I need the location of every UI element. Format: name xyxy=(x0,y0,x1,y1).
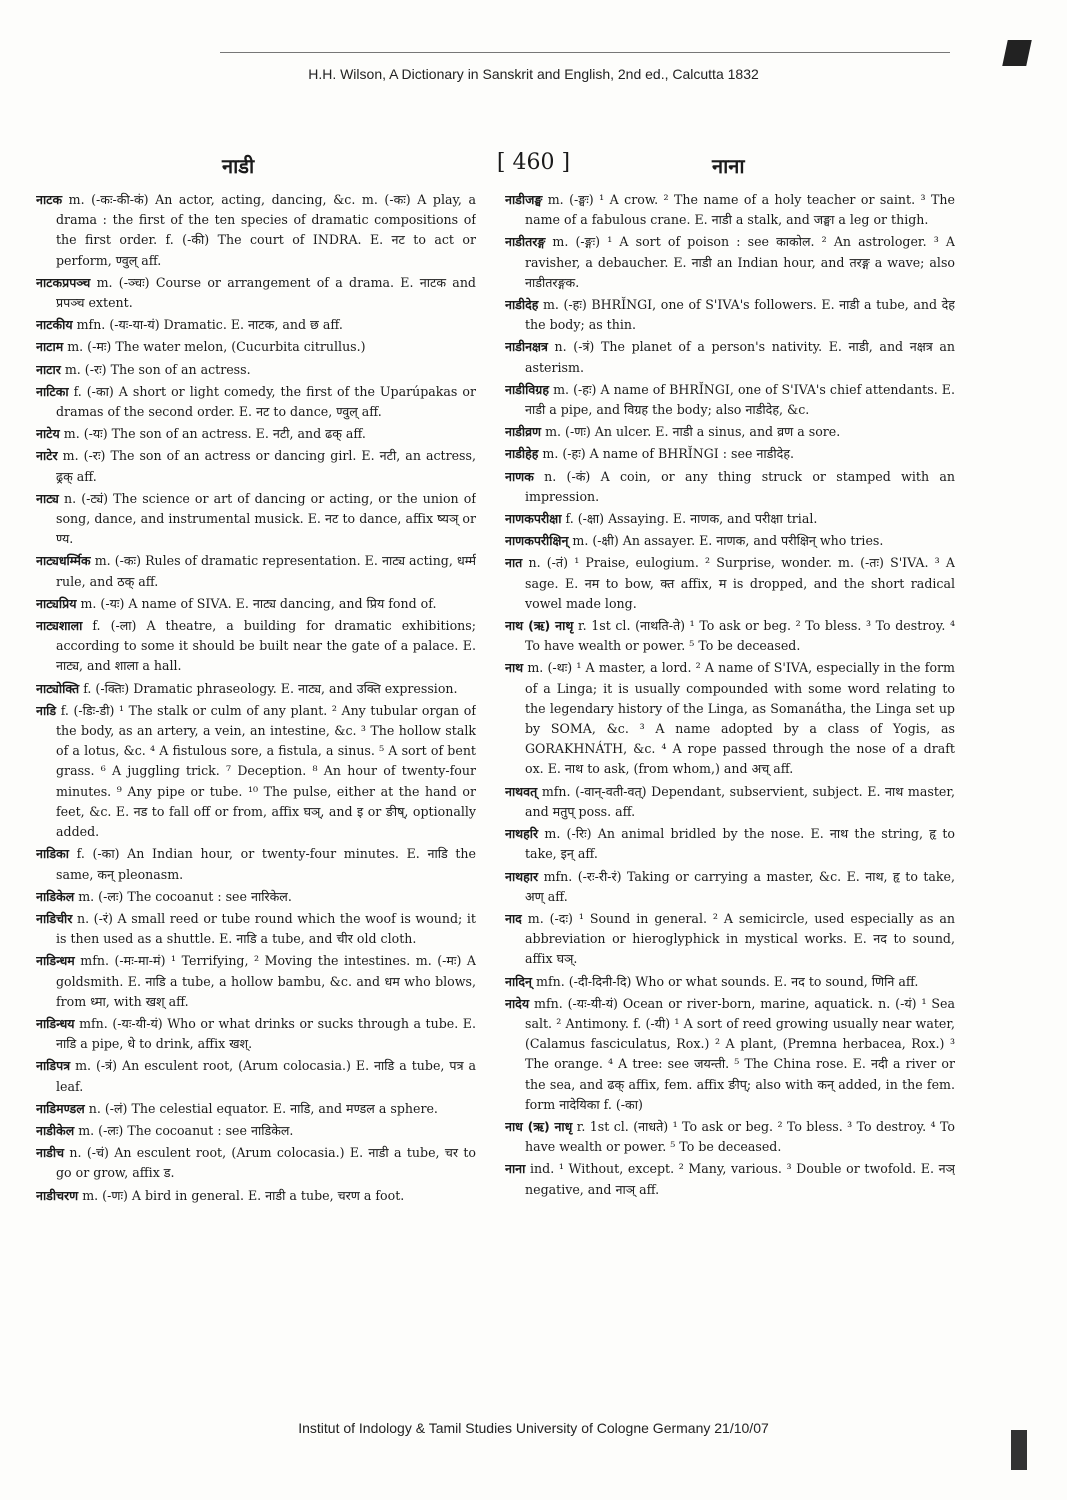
entry-definition: m. (-मः) The water melon, (Cucurbita citrullus.) xyxy=(67,339,366,355)
dictionary-entry xyxy=(36,616,476,677)
running-head xyxy=(0,152,1067,180)
entry-headword: नाणकपरीक्षिन् xyxy=(505,533,569,549)
entry-headword: नाडीच xyxy=(36,1145,65,1161)
dictionary-entry xyxy=(505,380,955,420)
entry-definition: n. (-कं) A coin, or any thing struck or stamped with an impression. xyxy=(525,468,955,504)
dictionary-entry xyxy=(505,553,955,614)
dictionary-entry xyxy=(505,972,955,992)
dictionary-entry xyxy=(36,1186,476,1206)
dictionary-entry xyxy=(505,422,955,442)
entry-headword: नाडिन्धम xyxy=(36,953,75,969)
dictionary-entry xyxy=(36,844,476,884)
entry-definition: m. (-रः) The son of an actress. xyxy=(64,361,251,377)
dictionary-entry xyxy=(36,446,476,486)
entry-definition: n. (-चं) An esculent root, (Arum colocasia.) E. नाडी a tube, चर to go or grow, affix ड. xyxy=(56,1145,476,1181)
dictionary-entry xyxy=(36,594,476,614)
dictionary-entry xyxy=(36,190,476,271)
dictionary-entry xyxy=(505,509,955,529)
entry-headword: नाणकपरीक्षा xyxy=(505,511,562,527)
entry-headword: नाडिकेल xyxy=(36,888,75,904)
dictionary-entry xyxy=(505,295,955,335)
entry-definition: mfn. (-रः-री-रं) Taking or carrying a master, &c. E. नाथ, हृ to take, अण् aff. xyxy=(525,868,955,904)
entry-headword: नाट्य xyxy=(36,490,59,506)
entry-headword: नाडिमण्डल xyxy=(36,1100,85,1116)
dictionary-entry xyxy=(505,994,955,1115)
dictionary-entry xyxy=(36,1056,476,1096)
entry-definition: n. (-तं) ¹ Praise, eulogium. ² Surprise, wonder. m. (-तः) S'IVA. ³ A sage. E. नम to bow, क्त affix, म is dropped, and the short radical vowel made long. xyxy=(525,555,955,611)
entry-definition: mfn. (-वान्-वती-वत्) Dependant, subservient, subject. E. नाथ master, and मतुप् poss. aff. xyxy=(525,783,955,819)
dictionary-entry xyxy=(36,887,476,907)
entry-definition: m. (-ङ्गः) ¹ A sort of poison : see काकोल. ² An astrologer. ³ A ravisher, a debaucher. E. नाडी an Indian hour, and तरङ्ग a wave; also नाडीतरङ्गक. xyxy=(525,234,955,290)
entry-headword: नाडीदेह xyxy=(505,297,539,313)
dictionary-entry xyxy=(36,951,476,1012)
scan-artifact-edge xyxy=(1011,1430,1027,1470)
dictionary-entry xyxy=(505,1159,955,1199)
entry-definition: m. (-लः) The cocoanut : see नाडिकेल. xyxy=(78,1122,294,1138)
dictionary-entry xyxy=(36,1099,476,1119)
scan-artifact-line xyxy=(220,52,950,53)
entry-headword: नाना xyxy=(505,1161,526,1177)
entry-headword: नाडिन्धय xyxy=(36,1015,75,1031)
entry-definition: n. (-रं) A small reed or tube round which the woof is wound; it is then used as a shuttle. E. नाडि a tube, and चीर old cloth. xyxy=(56,910,476,947)
entry-headword: नाडीचरण xyxy=(36,1187,79,1203)
entry-headword: नाटार xyxy=(36,361,61,377)
entry-definition: m. (-थः) ¹ A master, a lord. ² A name of S'IVA, especially in the form of a Linga; it is usually compounded with some word relating to the legendary history of the Linga, as Somanátha, the Linga set up by SOMA, &c. ³ A name adopted by a class of Yogis, as GORAKHNÁTH, &c. ⁴ A rope passed through the nose of a draft ox. E. नाथ to ask, (from whom,) and अच् aff. xyxy=(525,660,955,777)
dictionary-entry xyxy=(36,1014,476,1054)
entry-headword: नाट्यशाला xyxy=(36,618,83,634)
entry-definition: m. (-हः) A name of BHRĬNGI : see नाडीदेह. xyxy=(542,446,795,462)
entry-definition: mfn. (-यः-यी-यं) Ocean or river-born, marine, aquatick. n. (-यं) ¹ Sea salt. ² Antimony. f. (-यी) ¹ A sort of reed growing usually near water, (Calamus fasciculatus, Rox.) ² A plant, (Premna herbacea, Rox.) ³ The orange. ⁴ A tree: see जयन्ती. ⁵ The China rose. E. नदी a river or the sea, and ढक् affix, fem. affix ङीप्; also with कन् added, in the fem. form नादेयिका f. (-का) xyxy=(525,995,955,1112)
entry-headword: नाडिचीर xyxy=(36,910,73,926)
entry-definition: mfn. (-दी-दिनी-दि) Who or what sounds. E. नद to sound, णिनि aff. xyxy=(536,973,919,989)
dictionary-entry xyxy=(505,531,955,551)
dictionary-entry xyxy=(505,467,955,507)
source-header: H.H. Wilson, A Dictionary in Sanskrit and English, 2nd ed., Calcutta 1832 xyxy=(308,66,759,82)
entry-definition: m. (-ङ्घः) ¹ A crow. ² The name of a holy teacher or saint. ³ The name of a fabulous crane. E. नाडी a stalk, and जङ्घा a leg or thigh. xyxy=(525,192,955,228)
entry-definition: m. (-णः) An ulcer. E. नाडी a sinus, and व्रण a sore. xyxy=(545,424,841,440)
entry-definition: f. (-क्तिः) Dramatic phraseology. E. नाट्य, and उक्ति expression. xyxy=(83,680,458,696)
dictionary-entry xyxy=(505,658,955,779)
entry-headword: नाथ xyxy=(505,660,524,676)
dictionary-entry xyxy=(505,782,955,822)
entry-headword: नाथवत् xyxy=(505,783,538,799)
entry-headword: नाडीतरङ्ग xyxy=(505,234,546,250)
entry-headword: नाडीकेल xyxy=(36,1122,75,1138)
dictionary-entry xyxy=(36,489,476,550)
dictionary-entry xyxy=(505,190,955,230)
entry-definition: m. (-यः) A name of SIVA. E. नाट्य dancing, and प्रिय fond of. xyxy=(80,595,437,611)
entry-headword: नाटेर xyxy=(36,448,58,464)
entry-definition: mfn. (-मः-मा-मं) ¹ Terrifying, ² Moving the intestines. m. (-मः) A goldsmith. E. नाडि a tube, a hollow bambu, &c. and धम who blows, from ध्मा, with खश् aff. xyxy=(56,953,476,1009)
entry-definition: m. (-त्रं) An esculent root, (Arum colocasia.) E. नाडि a tube, पत्र a leaf. xyxy=(56,1058,476,1094)
entry-definition: f. (-ला) A theatre, a building for dramatic exhibitions; according to some it should be built near the gate of a palace. E. नाट्य, and शाला a hall. xyxy=(56,618,476,674)
entry-headword: नाटकप्रपञ्च xyxy=(36,274,91,290)
entry-definition: f. (-डिः-डी) ¹ The stalk or culm of any plant. ² Any tubular organ of the body, as an artery, a vein, an intestine, &c. ³ The hollow stalk of a lotus, &c. ⁴ A fistulous sore, a fistula, a sinus. ⁵ A sort of bent grass. ⁶ A juggling trick. ⁷ Deception. ⁸ An hour of twenty-four minutes. ⁹ Any pipe or tube. ¹⁰ The pulse, either at the hand or feet, &c. E. नड to fall off or from, affix घञ्, and इ or ङीष्, optionally added. xyxy=(56,702,476,840)
entry-headword: नाटेय xyxy=(36,426,60,442)
entry-headword: नाद xyxy=(505,910,522,926)
entry-headword: नाटकीय xyxy=(36,317,73,333)
left-column xyxy=(36,190,476,1405)
entry-definition: m. (-हः) BHRĬNGI, one of S'IVA's followers. E. नाडी a tube, and देह the body; as thin. xyxy=(525,297,955,333)
dictionary-entry xyxy=(36,1121,476,1141)
right-column xyxy=(505,190,955,1405)
entry-definition: m. (-रिः) An animal bridled by the nose. E. नाथ the string, हृ to take, इन् aff. xyxy=(525,826,955,862)
page-number: [ 460 ] xyxy=(496,150,571,175)
entry-headword: नाथ (ऋ) नाथृ xyxy=(505,618,574,634)
dictionary-entry xyxy=(505,1117,955,1157)
dictionary-entry xyxy=(36,424,476,444)
dictionary-entry xyxy=(505,232,955,293)
entry-definition: r. 1st cl. (नाधते) ¹ To ask or beg. ² To bless. ³ To destroy. ⁴ To have wealth or power. ⁵ To be deceased. xyxy=(525,1118,955,1155)
dictionary-entry xyxy=(36,273,476,313)
entry-headword: नाडीव्रण xyxy=(505,424,542,440)
entry-headword: नाट्यधर्म्मिक xyxy=(36,553,91,569)
dictionary-entry xyxy=(36,360,476,380)
entry-definition: n. (-लं) The celestial equator. E. नाडि, and मण्डल a sphere. xyxy=(88,1100,438,1116)
entry-headword: नाट्यप्रिय xyxy=(36,595,77,611)
entry-definition: f. (-का) An Indian hour, or twenty-four minutes. E. नाडि the same, कन् pleonasm. xyxy=(56,846,476,882)
entry-definition: m. (-णः) A bird in general. E. नाडी a tube, चरण a foot. xyxy=(82,1187,405,1203)
entry-definition: m. (-ञ्चः) Course or arrangement of a drama. E. नाटक and प्रपञ्च extent. xyxy=(56,274,476,311)
entry-headword: नाटिका xyxy=(36,383,69,399)
dictionary-entry xyxy=(505,337,955,377)
entry-headword: नाडिपत्र xyxy=(36,1058,71,1074)
dictionary-entry xyxy=(505,867,955,907)
dictionary-entry xyxy=(505,909,955,970)
entry-definition: m. (-यः) The son of an actress. E. नटी, and ढक् aff. xyxy=(63,426,366,442)
dictionary-entry xyxy=(36,551,476,591)
entry-definition: f. (-का) A short or light comedy, the first of the Uparúpakas or dramas of the second order. E. नट to dance, ण्वुल् aff. xyxy=(56,383,476,420)
dictionary-entry xyxy=(36,382,476,422)
entry-headword: नाडिका xyxy=(36,846,69,862)
entry-definition: m. (-दः) ¹ Sound in general. ² A semicircle, used especially as an abbreviation or hieroglyphick in mystical works. E. नद to sound, affix घञ्. xyxy=(525,910,955,967)
entry-headword: नाट्योक्ति xyxy=(36,680,80,696)
entry-headword: नाथहार xyxy=(505,868,539,884)
dictionary-entry xyxy=(36,1143,476,1183)
entry-headword: नाडीजङ्घ xyxy=(505,192,543,207)
dictionary-entry xyxy=(505,616,955,656)
running-head-left: नाडी xyxy=(222,154,255,178)
entry-headword: नाध (ऋ) नाधृ xyxy=(505,1118,573,1134)
entry-headword: नादेय xyxy=(505,995,530,1011)
entry-definition: mfn. (-यः-यी-यं) Who or what drinks or sucks through a tube. E. नाडि a pipe, धे to drink, affix खश्. xyxy=(56,1015,476,1052)
entry-headword: नाडीविग्रह xyxy=(505,381,549,397)
entry-headword: नाडीहेह xyxy=(505,446,539,462)
running-head-right: नाना xyxy=(712,154,745,178)
entry-definition: m. (-रः) The son of an actress or dancing girl. E. नटी, an actress, ढ्रक् aff. xyxy=(56,448,476,484)
entry-headword: नात xyxy=(505,555,523,571)
dictionary-entry xyxy=(36,701,476,842)
dictionary-entry xyxy=(36,909,476,949)
entry-headword: नाटक xyxy=(36,192,63,207)
entry-headword: नाडि xyxy=(36,702,57,718)
entry-definition: ind. ¹ Without, except. ² Many, various. ³ Double or twofold. E. नञ् negative, and नाञ् aff. xyxy=(525,1161,955,1197)
dictionary-entry xyxy=(36,315,476,335)
dictionary-entry xyxy=(505,444,955,464)
entry-definition: n. (-त्रं) The planet of a person's nativity. E. नाडी, and नक्षत्र an asterism. xyxy=(525,339,955,375)
entry-headword: नाथहरि xyxy=(505,826,539,842)
dictionary-entry xyxy=(36,679,476,699)
entry-headword: नाडीनक्षत्र xyxy=(505,339,548,355)
entry-definition: mfn. (-यः-या-यं) Dramatic. E. नाटक, and छ aff. xyxy=(76,317,343,333)
entry-definition: m. (-क्षी) An assayer. E. नाणक, and परीक्षिन् who tries. xyxy=(572,533,884,549)
entry-definition: m. (-कः-की-कं) An actor, acting, dancing, &c. m. (-कः) A play, a drama : the first of the ten species of dramatic compositions of the first order. f. (-की) The court of INDRA. E. नट to act or perform, ण्वुल् aff. xyxy=(56,192,476,268)
entry-definition: m. (-हः) A name of BHRĬNGI, one of S'IVA's chief attendants. E. नाडी a pipe, and विग्रह the body; also नाडीदेह, &c. xyxy=(525,381,955,418)
entry-definition: n. (-ट्यं) The science or art of dancing or acting, or the union of song, dance, and instrumental musick. E. नट to dance, affix ष्यञ् or ण्य. xyxy=(56,490,476,547)
dictionary-entry xyxy=(36,337,476,357)
entry-headword: नादिन् xyxy=(505,973,532,989)
entry-definition: f. (-क्षा) Assaying. E. नाणक, and परीक्षा trial. xyxy=(565,511,818,527)
entry-headword: नाटाम xyxy=(36,339,64,355)
dictionary-entry xyxy=(505,824,955,864)
entry-definition: m. (-कः) Rules of dramatic representation. E. नाट्य acting, धर्म्म rule, and ठक् aff. xyxy=(56,553,476,589)
source-footer: Institut of Indology & Tamil Studies University of Cologne Germany 21/10/07 xyxy=(298,1420,769,1436)
scan-artifact-corner xyxy=(1002,40,1032,66)
entry-headword: नाणक xyxy=(505,468,534,484)
entry-definition: r. 1st cl. (नाथति-ते) ¹ To ask or beg. ² To bless. ³ To destroy. ⁴ To have wealth or power. ⁵ To be deceased. xyxy=(525,618,955,654)
entry-definition: m. (-लः) The cocoanut : see नारिकेल. xyxy=(78,888,292,904)
